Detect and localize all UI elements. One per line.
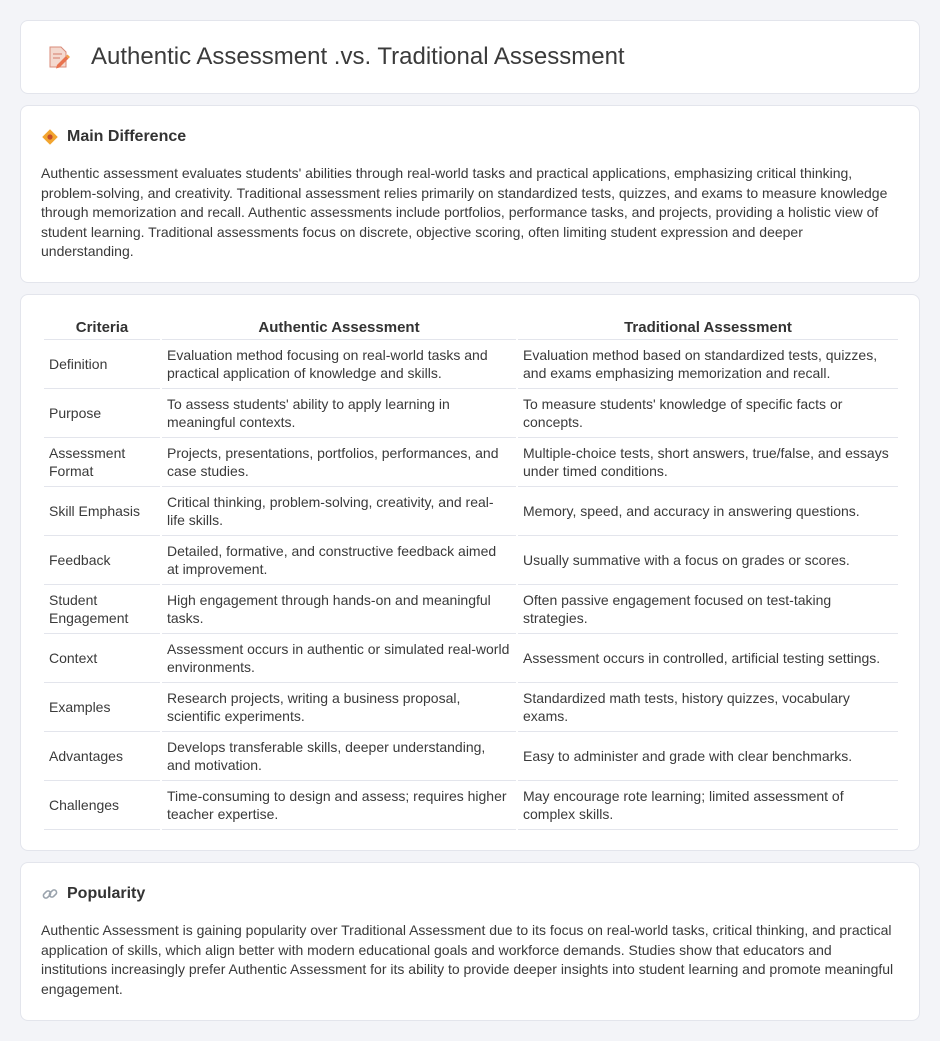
cell-traditional: Standardized math tests, history quizzes, vocabulary exams. xyxy=(518,683,898,732)
main-difference-section xyxy=(20,105,920,283)
cell-traditional: Assessment occurs in controlled, artificial testing settings. xyxy=(518,634,898,683)
cell-traditional: Memory, speed, and accuracy in answering questions. xyxy=(518,487,898,536)
cell-authentic: Time-consuming to design and assess; requires higher teacher expertise. xyxy=(162,781,516,830)
cell-authentic: Critical thinking, problem-solving, creativity, and real-life skills. xyxy=(162,487,516,536)
cell-criteria: Advantages xyxy=(44,732,160,781)
cell-authentic: Evaluation method focusing on real-world tasks and practical application of knowledge and skills. xyxy=(162,340,516,389)
cell-criteria: Purpose xyxy=(44,389,160,438)
link-icon xyxy=(41,885,59,903)
popularity-section xyxy=(20,862,920,1021)
cell-traditional: Usually summative with a focus on grades or scores. xyxy=(518,536,898,585)
table-row xyxy=(44,389,898,438)
cell-traditional: Multiple-choice tests, short answers, true/false, and essays under timed conditions. xyxy=(518,438,898,487)
popularity-text: Authentic Assessment is gaining popularity over Traditional Assessment due to its focus on real-world tasks, critical thinking, and practical application of skills, which align better with modern educational goals and workforce demands. Studies show that educators and institutions increasingly prefer Authentic Assessment for its ability to provide deeper insights into student learning and promote meaningful engagement. xyxy=(41,922,894,997)
cell-criteria: Examples xyxy=(44,683,160,732)
table-row xyxy=(44,683,898,732)
table-row xyxy=(44,438,898,487)
cell-authentic: Research projects, writing a business proposal, scientific experiments. xyxy=(162,683,516,732)
page-title: Authentic Assessment .vs. Traditional Assessment xyxy=(91,43,625,70)
cell-criteria: Definition xyxy=(44,340,160,389)
popularity-header xyxy=(41,885,899,903)
table-row xyxy=(44,487,898,536)
cell-authentic: Assessment occurs in authentic or simulated real-world environments. xyxy=(162,634,516,683)
cell-traditional: May encourage rote learning; limited assessment of complex skills. xyxy=(518,781,898,830)
main-difference-title: Main Difference xyxy=(67,128,187,145)
cell-criteria: Student Engagement xyxy=(44,585,160,634)
table-row xyxy=(44,585,898,634)
header-authentic: Authentic Assessment xyxy=(162,315,516,340)
main-difference-text: Authentic assessment evaluates students' abilities through real-world tasks and practical applications, emphasizing critical thinking, problem-solving, and creativity. Traditional assessment relies primarily on standardized tests, quizzes, and exams to measure knowledge through memorization and recall. Authentic assessments include portfolios, performance tasks, and projects, providing a holistic view of student learning. Traditional assessments focus on discrete, objective scoring, often limiting student expression and deeper understanding. xyxy=(41,165,888,260)
main-difference-header xyxy=(41,128,899,146)
table-row xyxy=(44,536,898,585)
cell-criteria: Context xyxy=(44,634,160,683)
cell-authentic: High engagement through hands-on and meaningful tasks. xyxy=(162,585,516,634)
cell-traditional: To measure students' knowledge of specific facts or concepts. xyxy=(518,389,898,438)
cell-traditional: Evaluation method based on standardized tests, quizzes, and exams emphasizing memorization and recall. xyxy=(518,340,898,389)
table-row xyxy=(44,732,898,781)
table-row xyxy=(44,781,898,830)
header-criteria: Criteria xyxy=(44,315,160,340)
popularity-title: Popularity xyxy=(67,885,146,902)
cell-authentic: To assess students' ability to apply learning in meaningful contexts. xyxy=(162,389,516,438)
diamond-bullet-icon xyxy=(41,128,59,146)
comparison-table-card xyxy=(20,294,920,851)
cell-authentic: Detailed, formative, and constructive feedback aimed at improvement. xyxy=(162,536,516,585)
comparison-table xyxy=(42,315,900,830)
header-card xyxy=(20,20,920,94)
cell-traditional: Easy to administer and grade with clear benchmarks. xyxy=(518,732,898,781)
cell-traditional: Often passive engagement focused on test-taking strategies. xyxy=(518,585,898,634)
cell-criteria: Skill Emphasis xyxy=(44,487,160,536)
cell-criteria: Assessment Format xyxy=(44,438,160,487)
table-row xyxy=(44,634,898,683)
document-pencil-icon xyxy=(45,44,71,70)
cell-authentic: Projects, presentations, portfolios, performances, and case studies. xyxy=(162,438,516,487)
cell-authentic: Develops transferable skills, deeper understanding, and motivation. xyxy=(162,732,516,781)
table-row xyxy=(44,340,898,389)
table-header-row xyxy=(44,315,898,340)
cell-criteria: Challenges xyxy=(44,781,160,830)
table-body xyxy=(44,340,898,830)
cell-criteria: Feedback xyxy=(44,536,160,585)
header-traditional: Traditional Assessment xyxy=(518,315,898,340)
